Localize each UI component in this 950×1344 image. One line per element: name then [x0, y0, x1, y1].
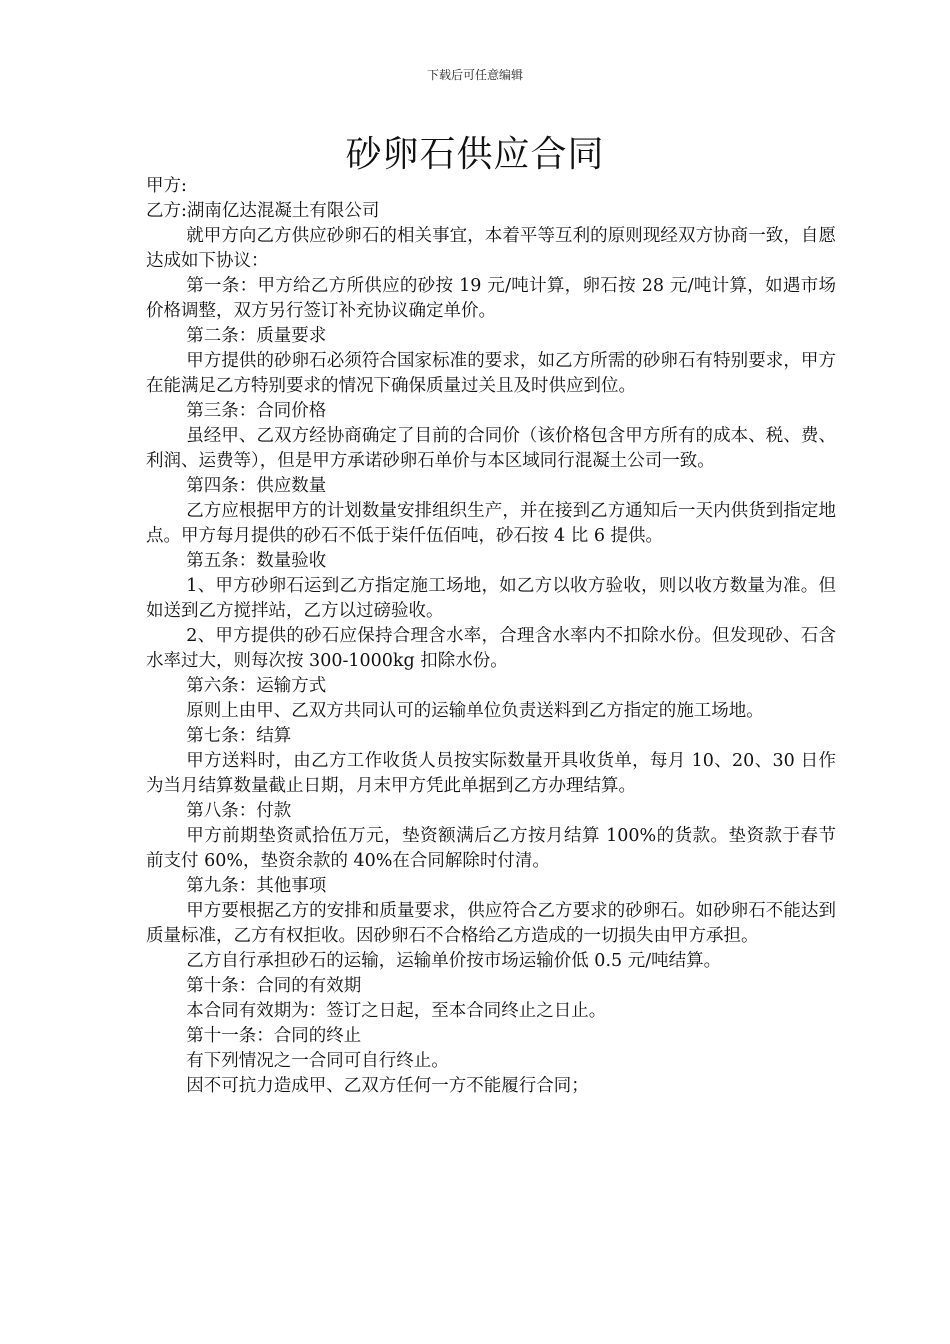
contract-paragraph: 第一条：甲方给乙方所供应的砂按 19 元/吨计算，卵石按 28 元/吨计算，如遇市场价格调整，双方另行签订补充协议确定单价。 [146, 276, 836, 321]
contract-paragraph: 乙方自行承担砂石的运输，运输单价按市场运输价低 0.5 元/吨结算。 [186, 951, 722, 971]
contract-paragraph: 就甲方向乙方供应砂卵石的相关事宜，本着平等互利的原则现经双方协商一致，自愿达成如下协议： [146, 226, 836, 271]
contract-paragraph: 甲方要根据乙方的安排和质量要求，供应符合乙方要求的砂卵石。如砂卵石不能达到质量标准，乙方有权拒收。因砂卵石不合格给乙方造成的一切损失由甲方承担。 [146, 901, 836, 946]
contract-paragraph: 乙方:湖南亿达混凝土有限公司 [146, 201, 380, 221]
contract-paragraph: 第二条：质量要求 [186, 326, 327, 346]
contract-paragraph: 有下列情况之一合同可自行终止。 [186, 1051, 449, 1071]
contract-paragraph: 因不可抗力造成甲、乙双方任何一方不能履行合同； [186, 1076, 589, 1096]
contract-paragraph: 甲方: [146, 176, 187, 196]
contract-paragraph: 第十一条：合同的终止 [186, 1026, 362, 1046]
contract-paragraph: 第七条：结算 [186, 726, 292, 746]
contract-paragraph: 甲方送料时，由乙方工作收货人员按实际数量开具收货单，每月 10、20、30 日作为当月结算数量截止日期，月末甲方凭此单据到乙方办理结算。 [146, 751, 836, 796]
contract-paragraph: 第八条：付款 [186, 801, 292, 821]
contract-paragraph: 甲方提供的砂卵石必须符合国家标准的要求，如乙方所需的砂卵石有特别要求，甲方在能满足乙方特别要求的情况下确保质量过关且及时供应到位。 [146, 351, 836, 396]
contract-paragraph: 第三条：合同价格 [186, 401, 327, 421]
contract-body [146, 174, 836, 1099]
contract-paragraph: 第九条：其他事项 [186, 876, 327, 896]
contract-paragraph: 第四条：供应数量 [186, 476, 327, 496]
contract-paragraph: 本合同有效期为：签订之日起，至本合同终止之日止。 [186, 1001, 607, 1021]
contract-paragraph: 1、甲方砂卵石运到乙方指定施工场地，如乙方以收方验收，则以收方数量为准。但如送到乙方搅拌站，乙方以过磅验收。 [146, 576, 836, 621]
contract-paragraph: 虽经甲、乙双方经协商确定了目前的合同价（该价格包含甲方所有的成本、税、费、利润、运费等），但是甲方承诺砂卵石单价与本区域同行混凝土公司一致。 [146, 426, 836, 471]
contract-paragraph: 甲方前期垫资贰拾伍万元，垫资额满后乙方按月结算 100%的货款。垫资款于春节前支付 60%，垫资余款的 40%在合同解除时付清。 [146, 826, 836, 871]
header-note: 下载后可任意编辑 [426, 68, 523, 82]
contract-paragraph: 第十条：合同的有效期 [186, 976, 362, 996]
contract-paragraph: 原则上由甲、乙双方共同认可的运输单位负责送料到乙方指定的施工场地。 [186, 701, 764, 721]
contract-paragraph: 乙方应根据甲方的计划数量安排组织生产，并在接到乙方通知后一天内供货到指定地点。甲方每月提供的砂石不低于柒仟伍佰吨，砂石按 4 比 6 提供。 [146, 501, 836, 546]
contract-paragraph: 第六条：运输方式 [186, 676, 327, 696]
contract-paragraph: 第五条：数量验收 [186, 551, 327, 571]
contract-paragraph: 2、甲方提供的砂石应保持合理含水率，合理含水率内不扣除水份。但发现砂、石含水率过大，则每次按 300-1000kg 扣除水份。 [146, 626, 836, 671]
document-title: 砂卵石供应合同 [345, 134, 605, 175]
